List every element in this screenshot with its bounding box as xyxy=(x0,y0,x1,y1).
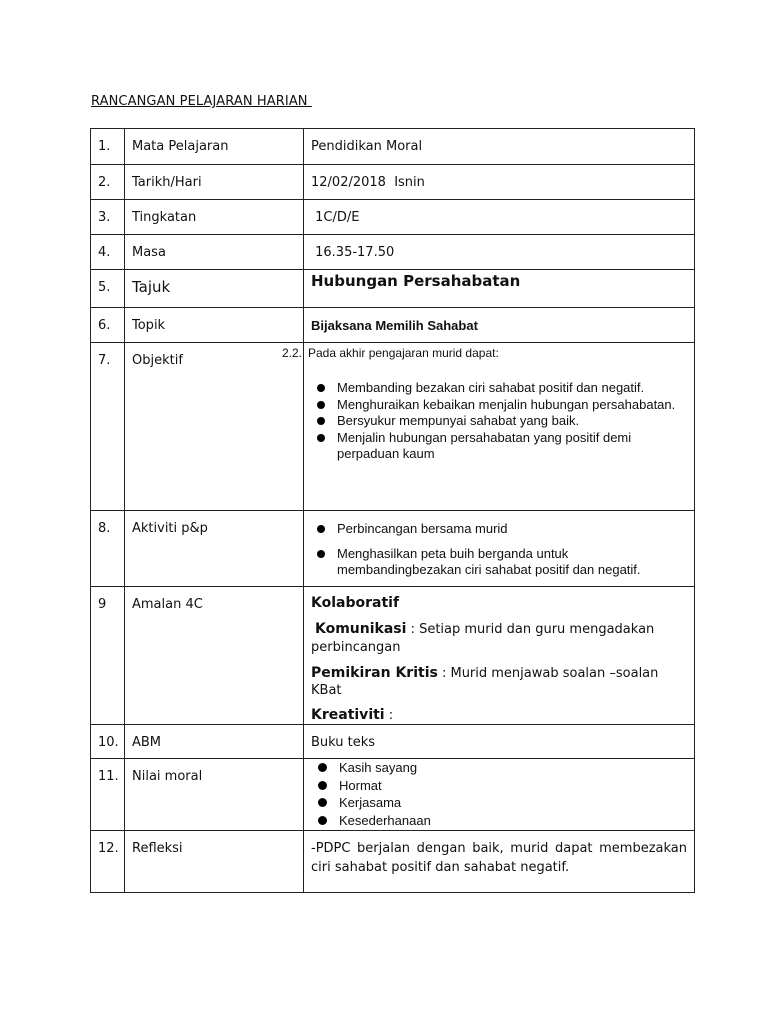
table-row xyxy=(91,759,695,831)
list-item: Bersyukur mempunyai sahabat yang baik. xyxy=(311,413,687,430)
row-label: Objektif xyxy=(125,343,304,511)
row-number: 4. xyxy=(91,235,125,270)
bullet-icon xyxy=(317,550,325,558)
list-item: Membanding bezakan ciri sahabat positif dan negatif. xyxy=(311,380,687,397)
row-number: 3. xyxy=(91,200,125,235)
row-number: 6. xyxy=(91,308,125,343)
row-number: 2. xyxy=(91,165,125,200)
table-row xyxy=(91,308,695,343)
row-number: 11. xyxy=(91,759,125,831)
bullet-icon xyxy=(318,781,327,790)
table-row xyxy=(91,831,695,893)
table-row xyxy=(91,235,695,270)
list-item: Menjalin hubungan persahabatan yang positif demi perpaduan kaum xyxy=(311,430,687,463)
row-label: Mata Pelajaran xyxy=(125,129,304,165)
row-number: 7. xyxy=(91,343,125,511)
row-label: Refleksi xyxy=(125,831,304,893)
practice-collaborative: Kolaboratif xyxy=(311,595,400,611)
row-value xyxy=(304,587,695,725)
table-row xyxy=(91,270,695,308)
row-label: Tarikh/Hari xyxy=(125,165,304,200)
list-item: Kesederhanaan xyxy=(311,812,687,830)
objective-intro: Pada akhir pengajaran murid dapat: xyxy=(308,346,499,360)
row-label: Nilai moral xyxy=(125,759,304,831)
row-value: 16.35-17.50 xyxy=(304,235,695,270)
table-row xyxy=(91,200,695,235)
row-value: Bijaksana Memilih Sahabat xyxy=(304,308,695,343)
row-label: Tingkatan xyxy=(125,200,304,235)
practice-critical-thinking: Pemikiran Kritis : Murid menjawab soalan –soalan KBat xyxy=(311,665,659,698)
lesson-plan-table xyxy=(90,128,695,893)
list-item: Hormat xyxy=(311,777,687,795)
table-row xyxy=(91,165,695,200)
row-label: ABM xyxy=(125,725,304,759)
bullet-icon xyxy=(318,816,327,825)
list-item: Menghuraikan kebaikan menjalin hubungan persahabatan. xyxy=(311,397,687,414)
row-number: 9 xyxy=(91,587,125,725)
row-label: Aktiviti p&p xyxy=(125,511,304,587)
row-value xyxy=(304,831,695,893)
bullet-icon xyxy=(317,434,325,442)
activity-list xyxy=(311,521,687,579)
bullet-icon xyxy=(317,384,325,392)
practice-creativity: Kreativiti : xyxy=(311,707,394,723)
row-number: 10. xyxy=(91,725,125,759)
bullet-icon xyxy=(317,401,325,409)
table-row xyxy=(91,343,695,511)
document-title: RANCANGAN PELAJARAN HARIAN xyxy=(91,94,312,109)
row-value xyxy=(282,343,695,511)
table-row xyxy=(91,725,695,759)
row-label: Topik xyxy=(125,308,304,343)
row-number: 8. xyxy=(91,511,125,587)
list-item: Perbincangan bersama murid xyxy=(311,521,687,538)
row-value: Hubungan Persahabatan xyxy=(304,270,695,308)
row-number: 5. xyxy=(91,270,125,308)
objective-list xyxy=(311,380,687,463)
row-value: Buku teks xyxy=(304,725,695,759)
row-number: 1. xyxy=(91,129,125,165)
table-row xyxy=(91,129,695,165)
bullet-icon xyxy=(318,798,327,807)
list-item: Kerjasama xyxy=(311,794,687,812)
list-item: Menghasilkan peta buih berganda untuk membandingbezakan ciri sahabat positif dan negatif. xyxy=(311,546,687,579)
row-value: 1C/D/E xyxy=(304,200,695,235)
bullet-icon xyxy=(317,417,325,425)
values-list xyxy=(311,759,687,829)
bullet-icon xyxy=(317,525,325,533)
row-label: Masa xyxy=(125,235,304,270)
bullet-icon xyxy=(318,763,327,772)
table-row xyxy=(91,587,695,725)
table-row xyxy=(91,511,695,587)
row-label: Tajuk xyxy=(125,270,304,308)
row-number: 12. xyxy=(91,831,125,893)
objective-code: 2.2. xyxy=(282,346,303,360)
list-item: Kasih sayang xyxy=(311,759,687,777)
practice-communication: Komunikasi : Setiap murid dan guru mengadakan perbincangan xyxy=(311,621,655,655)
row-label: Amalan 4C xyxy=(125,587,304,725)
reflection-text: -PDPC berjalan dengan baik, murid dapat membezakan ciri sahabat positif dan sahabat negatif. xyxy=(311,841,687,875)
row-value xyxy=(304,759,695,831)
row-value xyxy=(304,511,695,587)
row-value: 12/02/2018 Isnin xyxy=(304,165,695,200)
row-value: Pendidikan Moral xyxy=(304,129,695,165)
